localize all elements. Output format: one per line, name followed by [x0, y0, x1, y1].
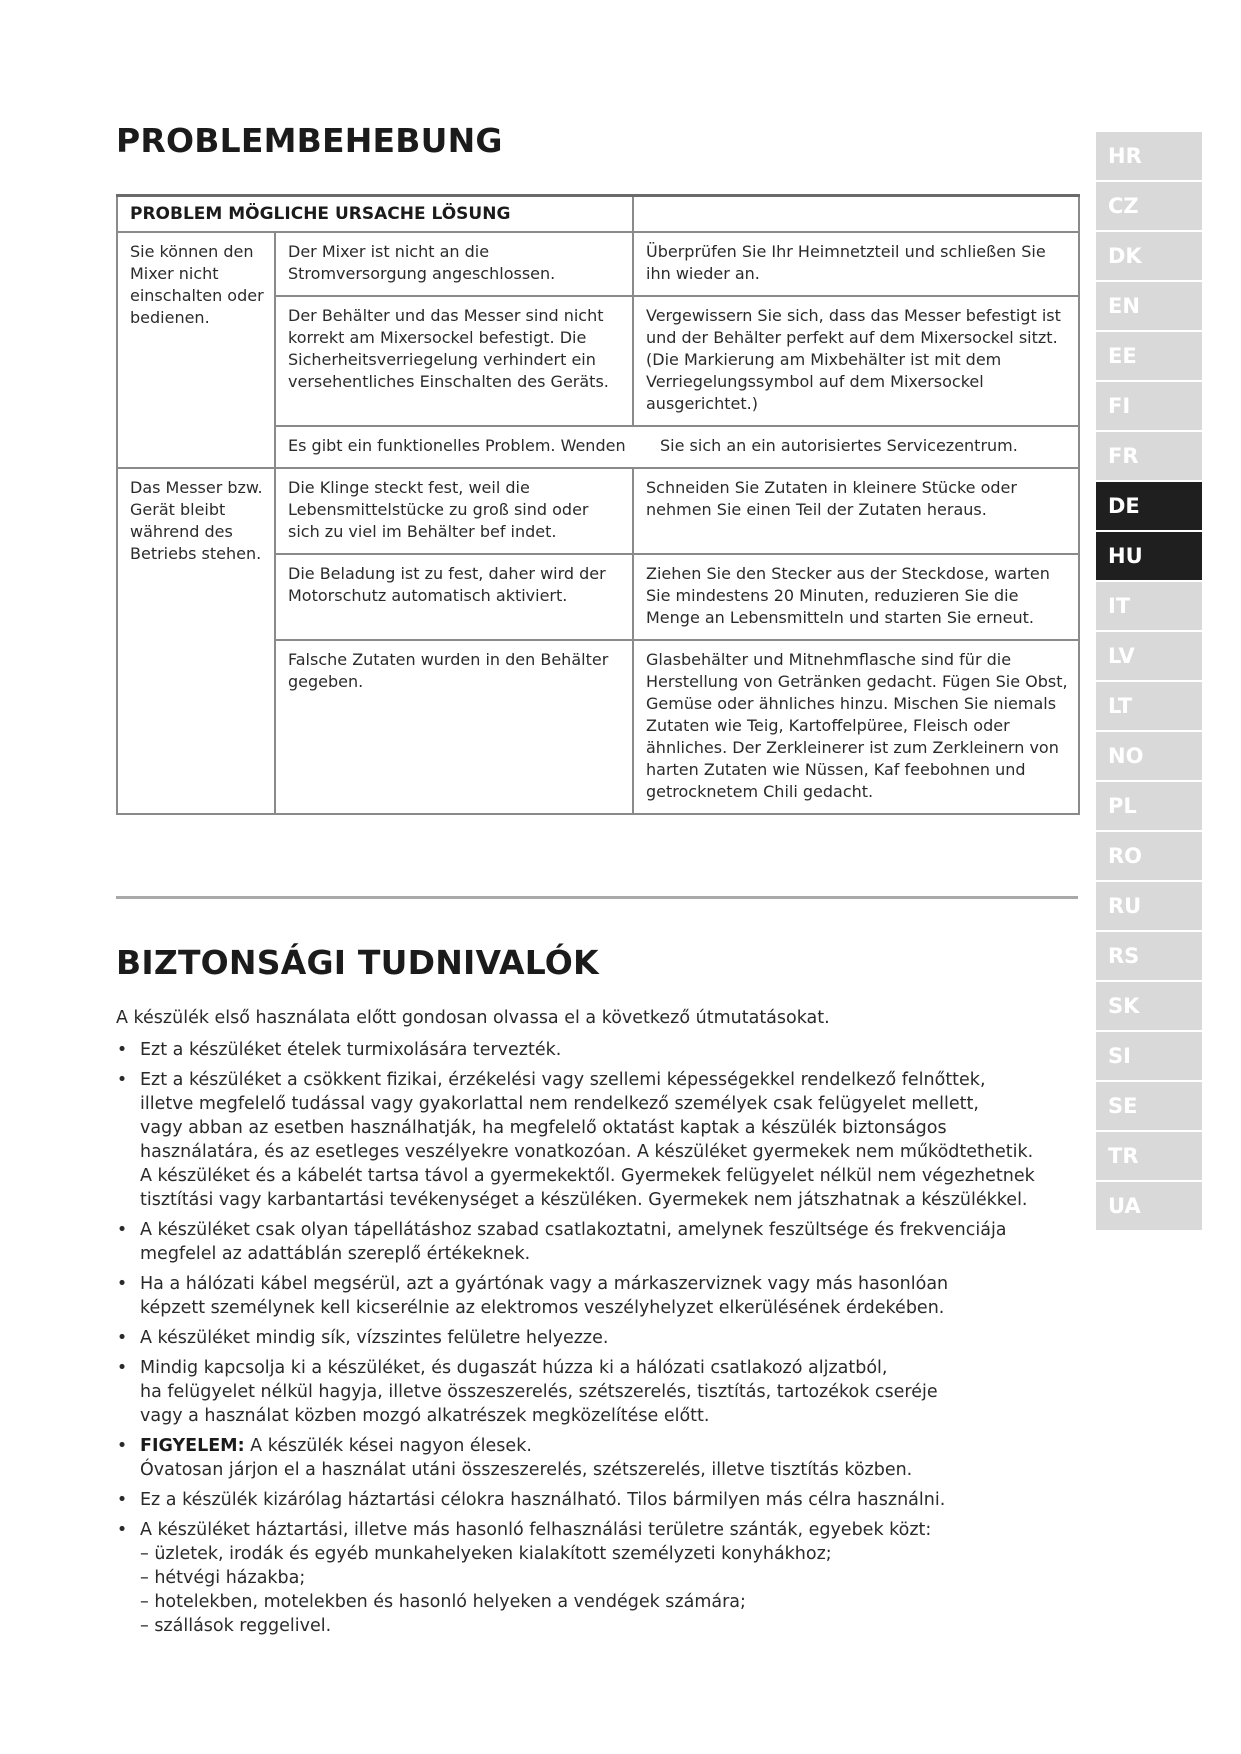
- language-tab[interactable]: TR: [1096, 1132, 1202, 1180]
- span-left-text: Es gibt ein funktionelles Problem. Wenden: [288, 436, 626, 455]
- language-tab[interactable]: EN: [1096, 282, 1202, 330]
- warning-text: A készülék kései nagyon élesek.: [244, 1436, 532, 1456]
- span-right-text: Sie sich an ein autorisiertes Servicezentrum.: [660, 436, 1018, 455]
- language-tab[interactable]: DK: [1096, 232, 1202, 280]
- bullet-icon: •: [116, 1436, 128, 1456]
- list-item-line: A készüléket csak olyan tápellátáshoz szabad csatlakoztatni, amelynek feszültsége és frekvenciája: [140, 1220, 1007, 1240]
- list-item-line: ha felügyelet nélkül hagyja, illetve összeszerelés, szétszerelés, tisztítás, tartozékok cseréje: [140, 1382, 938, 1402]
- list-item-line: megfelel az adattáblán szereplő értékeknek.: [140, 1244, 531, 1264]
- language-tab[interactable]: RS: [1096, 932, 1202, 980]
- list-item-line: illetve megfelelő tudással vagy gyakorlattal nem rendelkező személyek csak felügyelet mellett,: [140, 1094, 979, 1114]
- problem-cell: Das Messer bzw. Gerät bleibt während des Betriebs stehen.: [117, 468, 275, 814]
- table-row: [117, 232, 1079, 296]
- bullet-icon: •: [116, 1220, 128, 1240]
- list-item-line: A készüléket háztartási, illetve más hasonló felhasználási területre szánták, egyebek közt:: [140, 1520, 932, 1540]
- list-item: [116, 1434, 1076, 1482]
- list-item-line: – szállások reggelivel.: [140, 1616, 332, 1636]
- solution-cell: Überprüfen Sie Ihr Heimnetzteil und schließen Sie ihn wieder an.: [633, 232, 1079, 296]
- table-header: PROBLEM MÖGLICHE URSACHE LÖSUNG: [117, 196, 633, 233]
- list-item: [116, 1356, 1076, 1428]
- language-tab[interactable]: LT: [1096, 682, 1202, 730]
- list-item: [116, 1326, 1076, 1350]
- language-tab[interactable]: UA: [1096, 1182, 1202, 1230]
- table-row: [117, 468, 1079, 554]
- solution-cell: Glasbehälter und Mitnehmflasche sind für die Herstellung von Getränken gedacht. Fügen Sie Obst, Gemüse oder ähnliches hinzu. Mischen Sie niemals Zutaten wie Teig, Kartoffelpüree, Fleisch oder ähnliches. Der Zerkleinerer ist zum Zerkleinern von harten Zutaten wie Nüssen, Kaf feebohnen und getrocknetem Chili gedacht.: [633, 640, 1079, 814]
- list-item: [116, 1038, 1076, 1062]
- language-tab[interactable]: LV: [1096, 632, 1202, 680]
- list-item-text: Ez a készülék kizárólag háztartási célokra használható. Tilos bármilyen más célra használni.: [140, 1490, 946, 1510]
- safety-list: [116, 1038, 1076, 1644]
- list-item-line: használatára, és az esetleges veszélyekre vonatkozóan. A készüléket gyermekek nem működtethetik.: [140, 1142, 1034, 1162]
- language-tab[interactable]: DE: [1096, 482, 1202, 530]
- language-tab[interactable]: SE: [1096, 1082, 1202, 1130]
- language-tab[interactable]: HU: [1096, 532, 1202, 580]
- language-tab[interactable]: RU: [1096, 882, 1202, 930]
- language-tab[interactable]: SI: [1096, 1032, 1202, 1080]
- language-tabs: [1096, 132, 1202, 1232]
- list-item: [116, 1488, 1076, 1512]
- list-item-line: tisztítási vagy karbantartási tevékenységet a készüléken. Gyermekek nem játszhatnak a készülékkel.: [140, 1190, 1028, 1210]
- cause-cell: Falsche Zutaten wurden in den Behälter gegeben.: [275, 640, 633, 814]
- language-tab[interactable]: SK: [1096, 982, 1202, 1030]
- list-item-text: Ezt a készüléket ételek turmixolására tervezték.: [140, 1040, 562, 1060]
- section-divider: [116, 896, 1078, 899]
- cause-cell: Der Mixer ist nicht an die Stromversorgung angeschlossen.: [275, 232, 633, 296]
- list-item-line: – hétvégi házakba;: [140, 1568, 306, 1588]
- language-tab[interactable]: PL: [1096, 782, 1202, 830]
- list-item: [116, 1518, 1076, 1638]
- list-item-line: Óvatosan járjon el a használat utáni összeszerelés, szétszerelés, illetve tisztítás közben.: [140, 1460, 913, 1480]
- list-item-text: A készüléket mindig sík, vízszintes felületre helyezze.: [140, 1328, 609, 1348]
- bullet-icon: •: [116, 1040, 128, 1060]
- list-item: [116, 1272, 1076, 1320]
- warning-label: FIGYELEM:: [140, 1436, 245, 1456]
- problem-cell: Sie können den Mixer nicht einschalten oder bedienen.: [117, 232, 275, 468]
- bullet-icon: •: [116, 1070, 128, 1090]
- bullet-icon: •: [116, 1490, 128, 1510]
- cause-cell: Die Beladung ist zu fest, daher wird der Motorschutz automatisch aktiviert.: [275, 554, 633, 640]
- bullet-icon: •: [116, 1274, 128, 1294]
- list-item-line: vagy abban az esetben használhatják, ha megfelelő oktatást kaptak a készülék biztonságos: [140, 1118, 947, 1138]
- language-tab[interactable]: NO: [1096, 732, 1202, 780]
- troubleshooting-table: [116, 194, 1080, 815]
- language-tab[interactable]: RO: [1096, 832, 1202, 880]
- cause-cell: Der Behälter und das Messer sind nicht korrekt am Mixersockel befestigt. Die Sicherheitsverriegelung verhindert ein versehentliches Einschalten des Geräts.: [275, 296, 633, 426]
- solution-cell: Ziehen Sie den Stecker aus der Steckdose, warten Sie mindestens 20 Minuten, reduzieren Sie die Menge an Lebensmitteln und starten Sie erneut.: [633, 554, 1079, 640]
- list-item-line: [140, 1434, 1076, 1458]
- list-item-line: képzett személynek kell kicserélnie az elektromos veszélyhelyzet elkerülésének érdekében.: [140, 1298, 945, 1318]
- safety-intro: A készülék első használata előtt gondosan olvassa el a következő útmutatásokat.: [116, 1008, 830, 1028]
- table-header-empty: [633, 196, 1079, 233]
- bullet-icon: •: [116, 1328, 128, 1348]
- language-tab[interactable]: FI: [1096, 382, 1202, 430]
- safety-title: BIZTONSÁGI TUDNIVALÓK: [116, 943, 599, 982]
- list-item-line: – hotelekben, motelekben és hasonló helyeken a vendégek számára;: [140, 1592, 746, 1612]
- language-tab[interactable]: IT: [1096, 582, 1202, 630]
- bullet-icon: •: [116, 1358, 128, 1378]
- language-tab[interactable]: FR: [1096, 432, 1202, 480]
- list-item-line: – üzletek, irodák és egyéb munkahelyeken kialakított személyzeti konyhákhoz;: [140, 1544, 832, 1564]
- list-item: [116, 1068, 1076, 1212]
- list-item-line: Ezt a készüléket a csökkent fizikai, érzékelési vagy szellemi képességekkel rendelkező felnőttek,: [140, 1070, 986, 1090]
- spanning-cell: [275, 426, 1079, 468]
- list-item-line: vagy a használat közben mozgó alkatrészek megközelítése előtt.: [140, 1406, 710, 1426]
- bullet-icon: •: [116, 1520, 128, 1540]
- list-item-line: Ha a hálózati kábel megsérül, azt a gyártónak vagy a márkaszerviznek vagy más hasonlóan: [140, 1274, 949, 1294]
- language-tab[interactable]: EE: [1096, 332, 1202, 380]
- solution-cell: Schneiden Sie Zutaten in kleinere Stücke oder nehmen Sie einen Teil der Zutaten heraus.: [633, 468, 1079, 554]
- language-tab[interactable]: HR: [1096, 132, 1202, 180]
- troubleshooting-title: PROBLEMBEHEBUNG: [116, 121, 503, 160]
- language-tab[interactable]: CZ: [1096, 182, 1202, 230]
- solution-cell: Vergewissern Sie sich, dass das Messer befestigt ist und der Behälter perfekt auf dem Mixersockel sitzt. (Die Markierung am Mixbehälter ist mit dem Verriegelungssymbol auf dem Mixersockel ausgerichtet.): [633, 296, 1079, 426]
- cause-cell: Die Klinge steckt fest, weil die Lebensmittelstücke zu groß sind oder sich zu viel im Behälter bef indet.: [275, 468, 633, 554]
- list-item-line: A készüléket és a kábelét tartsa távol a gyermekektől. Gyermekek felügyelet nélkül nem végezhetnek: [140, 1166, 1035, 1186]
- list-item-line: Mindig kapcsolja ki a készüléket, és dugaszát húzza ki a hálózati csatlakozó aljzatból,: [140, 1358, 888, 1378]
- list-item: [116, 1218, 1076, 1266]
- table-header-row: [117, 196, 1079, 233]
